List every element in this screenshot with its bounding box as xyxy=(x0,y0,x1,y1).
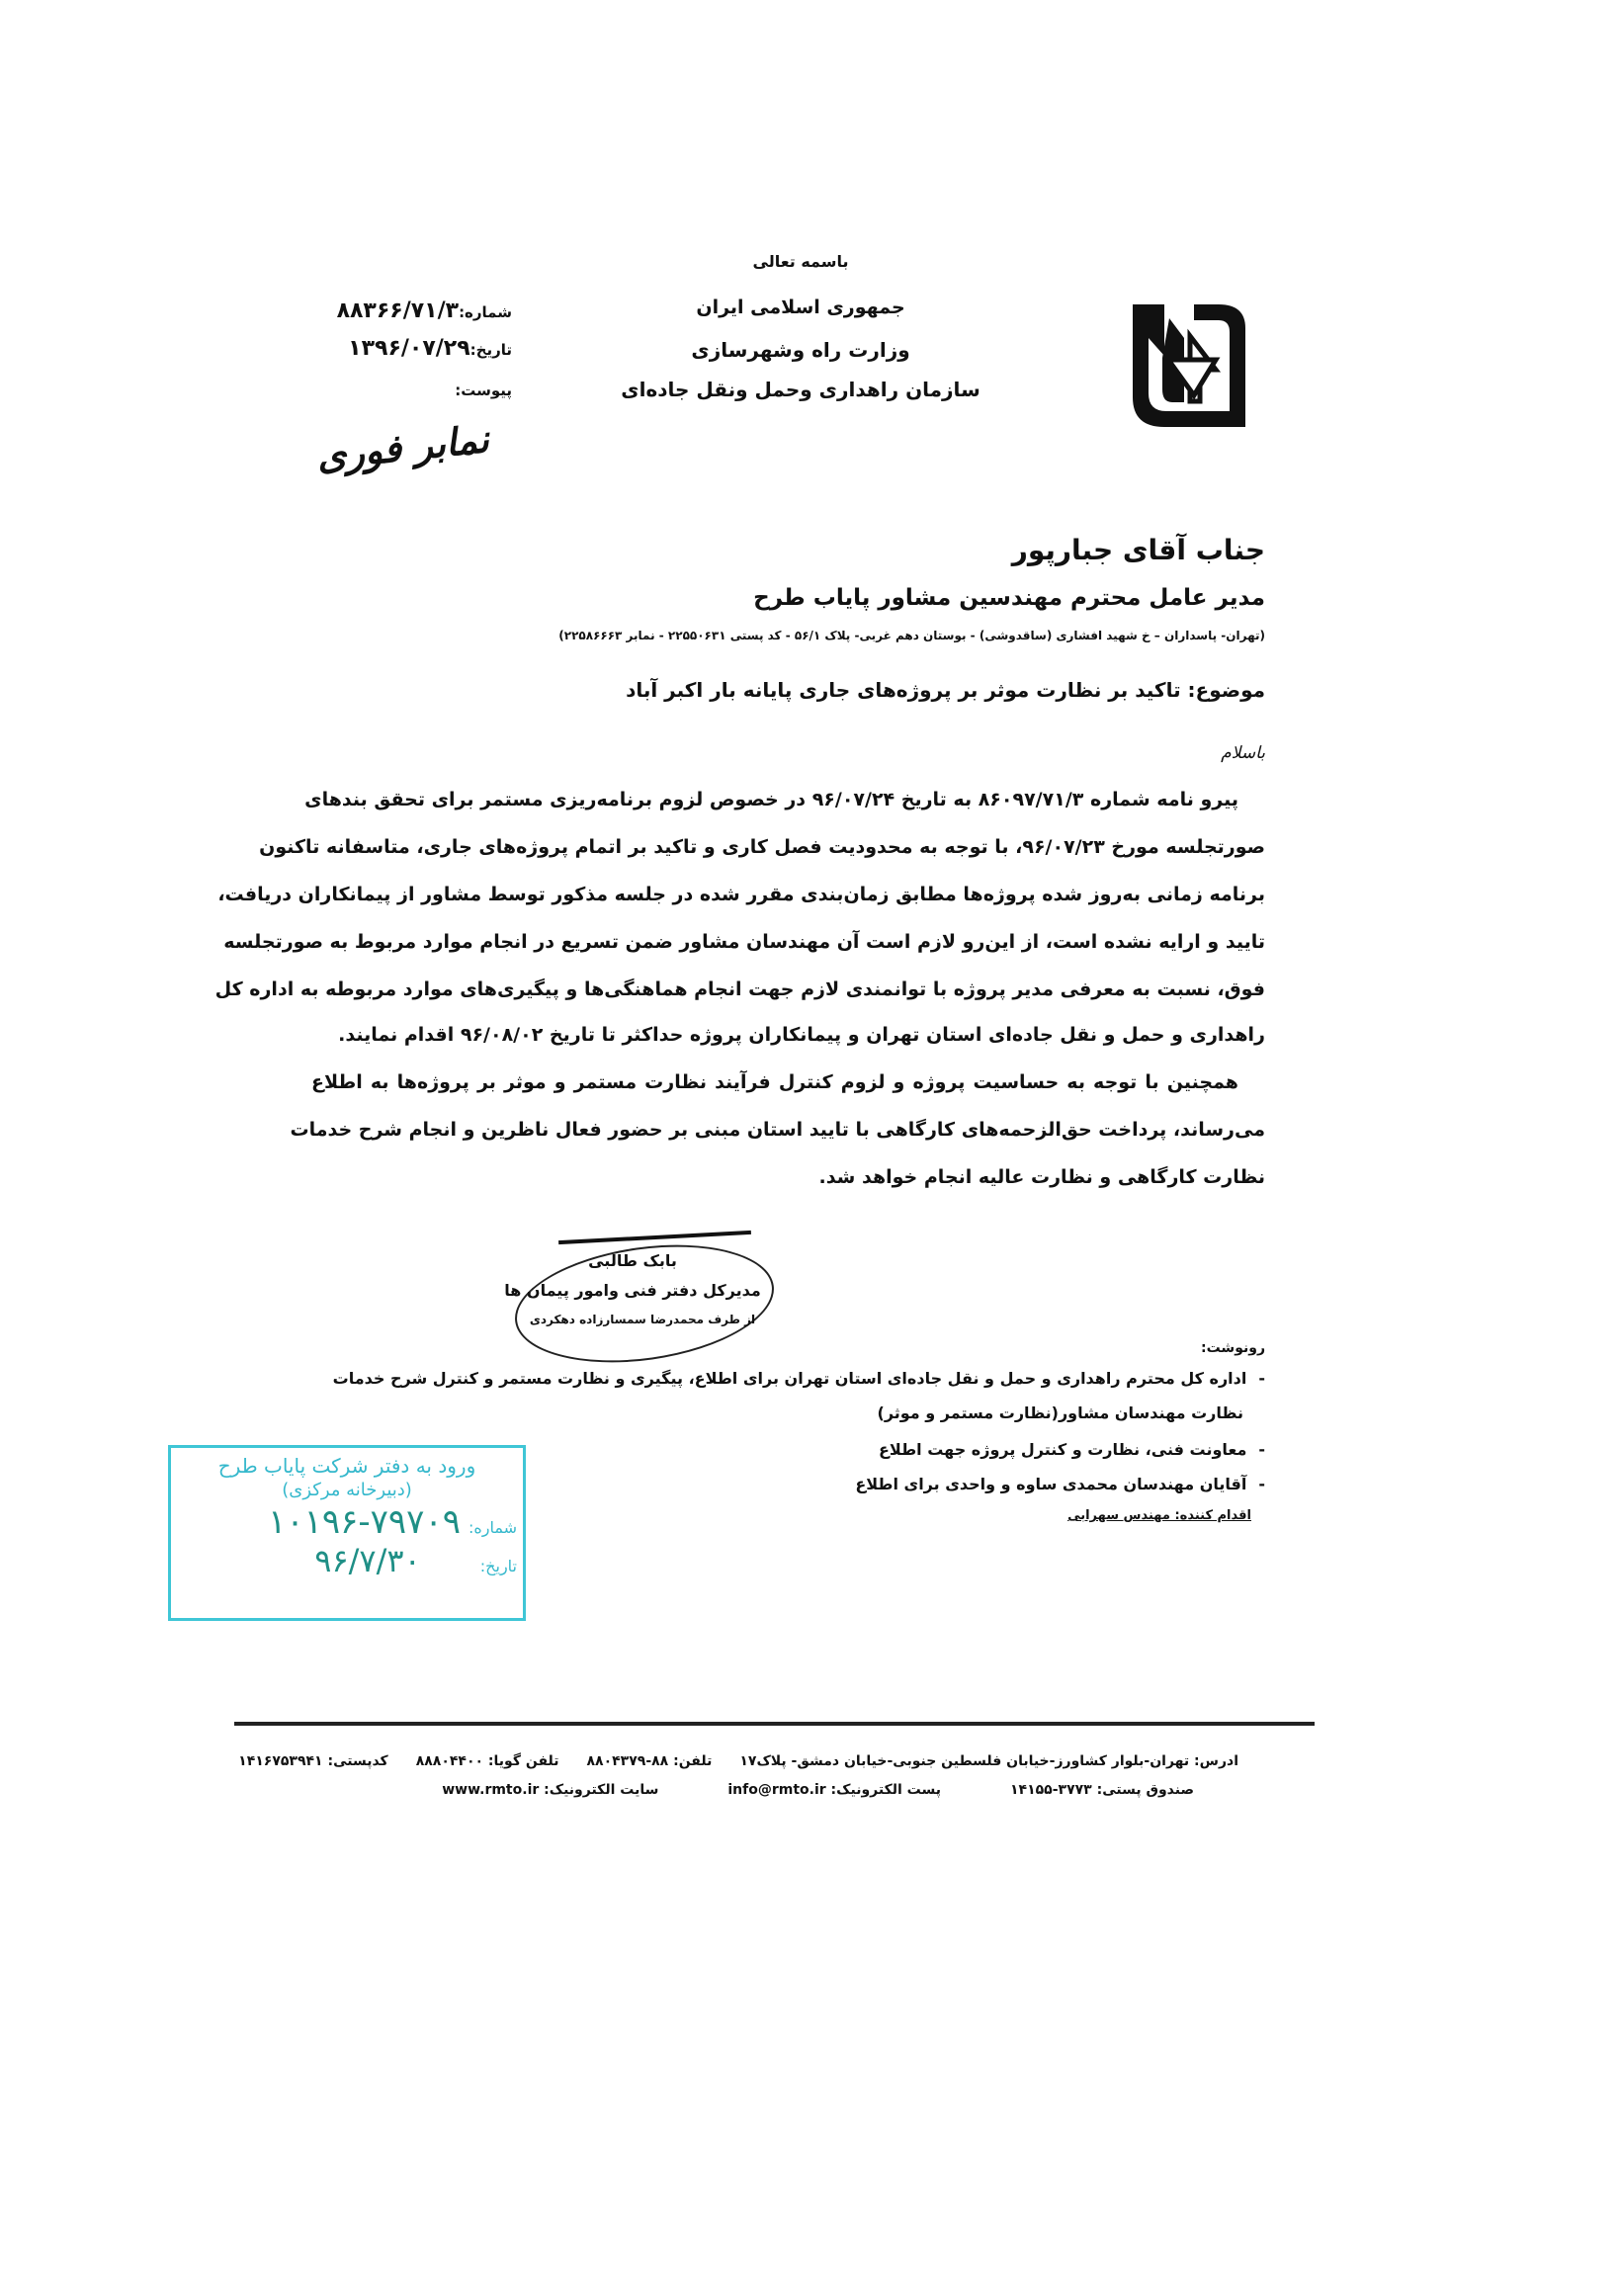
handwritten-note: نمابر فوری xyxy=(314,415,491,479)
cc-label: رونوشت: xyxy=(1201,1340,1265,1356)
recipient-salutation: جناب آقای جبارپور xyxy=(1011,534,1265,566)
stamp-date xyxy=(171,1542,523,1579)
cc-item-text: اداره کل محترم راهداری و حمل و نقل جاده‌ای استان تهران برای اطلاع، پیگیری و نظارت مستمر و کنترل شرح خدمات xyxy=(332,1369,1247,1388)
footer-po-box: صندوق پستی: ۳۷۷۳-۱۴۱۵۵ xyxy=(1009,1782,1194,1798)
body-line: همچنین با توجه به حساسیت پروژه و لزوم کنترل فرآیند نظارت مستمر و موثر بر پروژه‌ها به اطلاع xyxy=(311,1071,1238,1093)
received-stamp xyxy=(168,1445,526,1621)
signatory-name: بابک طالبی xyxy=(588,1251,677,1270)
letter-date-label: تاریخ: xyxy=(469,341,512,359)
body-line: فوق، نسبت به معرفی مدیر پروژه با توانمندی لازم جهت انجام هماهنگی‌ها و پیگیری‌های موارد مربوطه به اداره کل xyxy=(214,978,1265,1000)
cc-item: -اداره کل محترم راهداری و حمل و نقل جاده‌ای استان تهران برای اطلاع، پیگیری و نظارت مستمر و کنترل شرح خدمات xyxy=(332,1369,1265,1388)
signatory-position: مدیرکل دفتر فنی وامور پیمان ها xyxy=(504,1281,761,1300)
stamp-subtitle: (دبیرخانه مرکزی) xyxy=(282,1480,412,1500)
stamp-number-value: ۱۰۱۹۶-۷۹۷۰۹ xyxy=(268,1502,461,1542)
invocation: باسمه تعالی xyxy=(752,252,849,271)
footer-phone: تلفن: ۸۸-۸۸۰۴۳۷۹ xyxy=(586,1753,713,1769)
footer-line-2 xyxy=(442,1782,1194,1798)
signature-line xyxy=(558,1231,751,1244)
cc-item-text: معاونت فنی، نظارت و کنترل پروژه جهت اطلاع xyxy=(878,1440,1247,1459)
stamp-number xyxy=(171,1502,523,1542)
letter-date-value: ۱۳۹۶/۰۷/۲۹ xyxy=(348,336,470,361)
footer-email[interactable]: پست الکترونیک: info@rmto.ir xyxy=(727,1782,941,1798)
body-line: پیرو نامه شماره ۸۶۰۹۷/۷۱/۳ به تاریخ ۹۶/۰۷/۲۴ در خصوص لزوم برنامه‌ریزی مستمر برای تحقق بندهای xyxy=(304,789,1238,810)
stamp-title: ورود به دفتر شرکت پایاب طرح xyxy=(217,1454,476,1478)
signatory-on-behalf: از طرف محمدرضا سمسارزاده دهکردی xyxy=(529,1313,756,1326)
footer-website[interactable]: سایت الکترونیک: www.rmto.ir xyxy=(442,1782,659,1798)
cc-item-continued: نظارت مهندسان مشاور(نظارت مستمر و موثر) xyxy=(877,1403,1243,1422)
footer-divider xyxy=(234,1722,1315,1726)
recipient-address: (تهران- پاسداران – خ شهید افشاری (ساقدوشی) - بوستان دهم غربی- پلاک ۵۶/۱ - کد پستی ۲۲۵۵۰۶۳۱ - نمابر ۲۲۵۸۶۶۶۳) xyxy=(558,629,1265,642)
body-line: راهداری و حمل و نقل جاده‌ای استان تهران و پیمانکاران پروژه حداکثر تا تاریخ ۹۶/۰۸/۰۲ اقدام نمایند. xyxy=(338,1024,1265,1046)
footer-line-1 xyxy=(238,1753,1238,1769)
action-by: اقدام کننده: مهندس سهرابی xyxy=(1067,1508,1251,1523)
footer-voice-phone: تلفن گویا: ۸۸۸۰۴۴۰۰ xyxy=(415,1753,559,1769)
cc-item-text: آقایان مهندسان محمدی ساوه و واحدی برای اطلاع xyxy=(855,1475,1247,1493)
footer-address: ادرس: تهران-بلوار کشاورز-خیابان فلسطین جنوبی-خیابان دمشق- پلاک۱۷ xyxy=(739,1753,1238,1769)
country-name: جمهوری اسلامی ایران xyxy=(696,297,905,318)
ministry-name: وزارت راه وشهرسازی xyxy=(691,338,910,362)
letter-number xyxy=(337,298,512,323)
footer-postal-code: کدپستی: ۱۴۱۶۷۵۳۹۴۱ xyxy=(238,1753,388,1769)
body-line: می‌رساند، پرداخت حق‌الزحمه‌های کارگاهی با تایید استان مبنی بر حضور فعال ناظرین و انجام شرح خدمات xyxy=(290,1119,1265,1141)
stamp-date-label: تاریخ: xyxy=(479,1557,517,1575)
recipient-title: مدیر عامل محترم مهندسین مشاور پایاب طرح xyxy=(753,585,1265,611)
cc-item: -آقایان مهندسان محمدی ساوه و واحدی برای اطلاع xyxy=(855,1475,1265,1493)
body-line: برنامه زمانی به‌روز شده پروژه‌ها مطابق زمان‌بندی مقرر شده در جلسه مذکور توسط مشاور از پیمانکاران دریافت، xyxy=(217,884,1265,905)
subject: موضوع: تاکید بر نظارت موثر بر پروژه‌های جاری پایانه بار اکبر آباد xyxy=(626,678,1265,702)
stamp-date-value: ۹۶/۷/۳۰ xyxy=(314,1542,421,1579)
attachment-label: پیوست: xyxy=(455,382,512,399)
letter-number-value: ۸۸۳۶۶/۷۱/۳ xyxy=(336,298,460,323)
rmto-logo-icon xyxy=(1125,298,1253,432)
greeting: باسلام xyxy=(1221,743,1265,763)
body-line: صورتجلسه مورخ ۹۶/۰۷/۲۳، با توجه به محدودیت فصل کاری و تاکید بر اتمام پروژه‌های جاری، متاسفانه تاکنون xyxy=(259,836,1265,858)
cc-item: -معاونت فنی، نظارت و کنترل پروژه جهت اطلاع xyxy=(878,1440,1265,1459)
letter-date xyxy=(348,336,512,361)
stamp-number-label: شماره: xyxy=(468,1518,517,1537)
body-line: تایید و ارایه نشده است، از این‌رو لازم است آن مهندسان مشاور ضمن تسریع در انجام موارد مربوط به صورتجلسه xyxy=(223,931,1265,953)
letter-number-label: شماره: xyxy=(459,303,512,321)
body-line: نظارت کارگاهی و نظارت عالیه انجام خواهد شد. xyxy=(818,1166,1265,1188)
organization-name: سازمان راهداری وحمل ونقل جاده‌ای xyxy=(621,378,980,401)
